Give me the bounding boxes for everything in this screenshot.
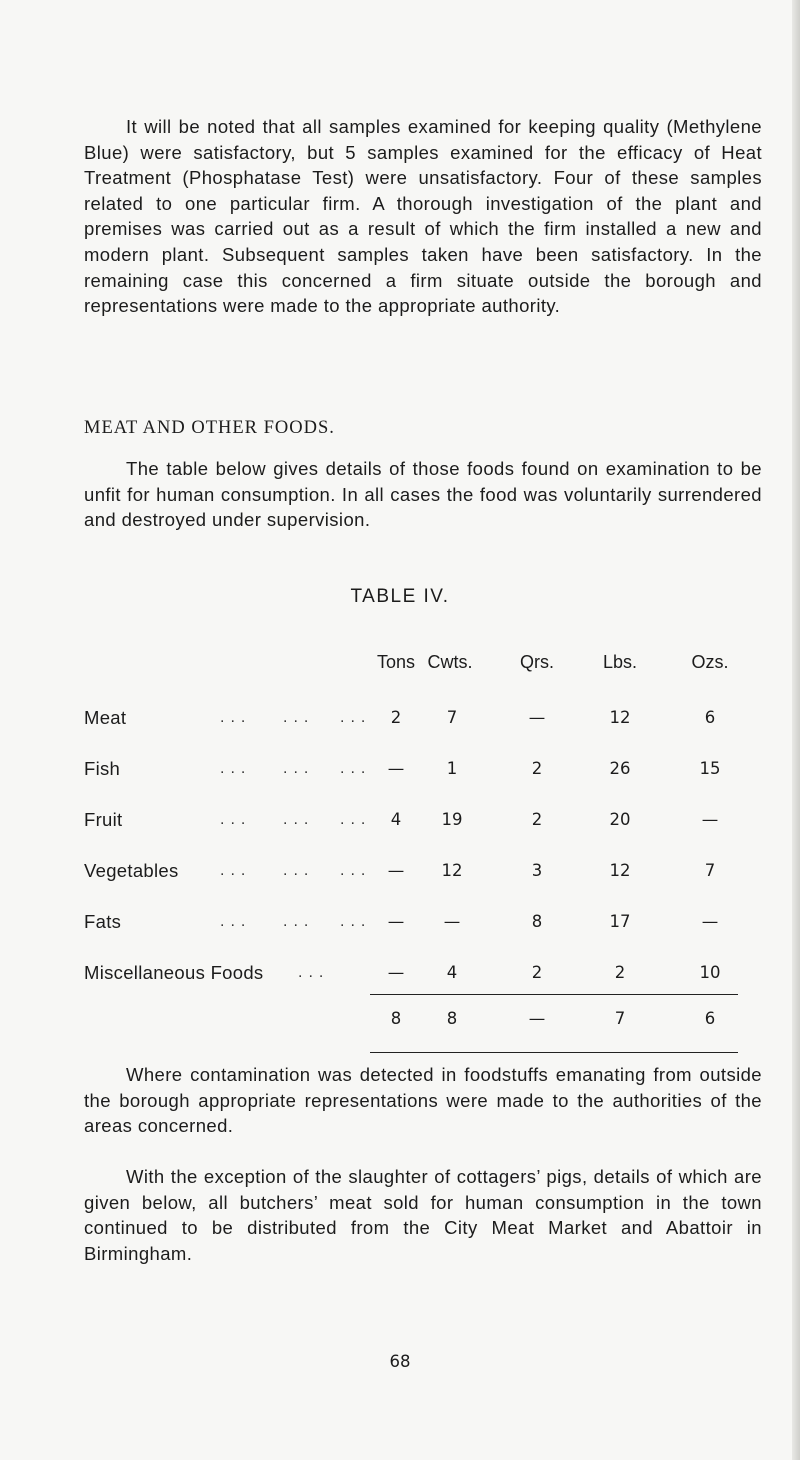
table-cell: 4 — [390, 810, 402, 829]
paragraph-milk-samples: It will be noted that all samples examined for keeping quality (Methylene Blue) were satisfactory, but 5 samples examined for the efficacy of Heat Treatment (Phosphatase Test) were unsatisfactory. Four of these samples related to one particular firm. A thorough investigation of the plant and premises was carried out as a result of which the firm installed a new and modern plant. Subsequent samples taken have been satisfactory. In the remaining case this concerned a firm situate outside the borough and representations were made to the appropriate authority. — [84, 116, 762, 317]
leader-dots: ... — [340, 709, 372, 726]
paragraph-table-intro: The table below gives details of those foods found on examination to be unfit for human consumption. In all cases the food was voluntarily surrendered and destroyed under supervision. — [84, 458, 762, 531]
column-header-ozs: Ozs. — [691, 652, 729, 672]
table-cell: — — [387, 759, 405, 778]
table-cell: 15 — [699, 759, 721, 778]
leader-dots: ... — [283, 811, 315, 828]
table-cell: — — [528, 708, 546, 727]
table-cell: 1 — [446, 759, 458, 778]
table-cell: 8 — [531, 912, 543, 931]
leader-dots: ... — [283, 760, 315, 777]
leader-dots: ... — [220, 760, 252, 777]
table-cell: 6 — [704, 708, 716, 727]
table-cell: 26 — [609, 759, 631, 778]
leader-dots: ... — [220, 913, 252, 930]
column-header-lbs: Lbs. — [602, 652, 638, 672]
column-header-cwts: Cwts. — [427, 652, 473, 672]
leader-dots: ... — [220, 709, 252, 726]
leader-dots: ... — [340, 760, 372, 777]
row-label: Fruit — [84, 809, 123, 830]
paragraph-cottagers-pigs: With the exception of the slaughter of cottagers’ pigs, details of which are given below, all butchers’ meat sold for human consumption in the town continued to be distributed from the City Meat Market and Abattoir in Birmingham. — [84, 1166, 762, 1264]
table-cell: 12 — [441, 861, 463, 880]
column-header-tons: Tons — [376, 652, 416, 672]
table-cell: — — [443, 912, 461, 931]
table-cell: 12 — [609, 708, 631, 727]
table-cell: 7 — [446, 708, 458, 727]
leader-dots: ... — [220, 811, 252, 828]
table-cell: 19 — [441, 810, 463, 829]
table-cell: — — [701, 912, 719, 931]
table-title: TABLE IV. — [350, 586, 450, 607]
total-cell: 8 — [446, 1009, 458, 1028]
paragraph-contamination: Where contamination was detected in foodstuffs emanating from outside the borough appropriate representations were made to the authorities of the areas concerned. — [84, 1064, 762, 1137]
table-cell: 2 — [531, 963, 543, 982]
leader-dots: ... — [298, 964, 330, 981]
table-cell: 2 — [531, 759, 543, 778]
column-header-qrs: Qrs. — [520, 652, 554, 672]
table-cell: 2 — [531, 810, 543, 829]
total-rule-top — [370, 994, 738, 995]
table-cell: 4 — [446, 963, 458, 982]
row-label: Vegetables — [84, 860, 179, 881]
table-cell: 2 — [614, 963, 626, 982]
table-cell: 17 — [609, 912, 631, 931]
leader-dots: ... — [340, 862, 372, 879]
table-cell: — — [701, 810, 719, 829]
table-cell: 3 — [531, 861, 543, 880]
table-cell: — — [387, 963, 405, 982]
total-cell: 7 — [614, 1009, 626, 1028]
row-label: Meat — [84, 707, 127, 728]
page-edge — [792, 0, 800, 1460]
table-cell: — — [387, 861, 405, 880]
leader-dots: ... — [340, 913, 372, 930]
leader-dots: ... — [283, 709, 315, 726]
leader-dots: ... — [283, 913, 315, 930]
table-cell: — — [387, 912, 405, 931]
row-label: Fats — [84, 911, 122, 932]
total-cell: 8 — [390, 1009, 402, 1028]
total-cell: 6 — [704, 1009, 716, 1028]
table-cell: 20 — [609, 810, 631, 829]
page-number: 68 — [389, 1352, 411, 1371]
table-cell: 12 — [609, 861, 631, 880]
table-cell: 10 — [699, 963, 721, 982]
row-label: Fish — [84, 758, 121, 779]
leader-dots: ... — [220, 862, 252, 879]
leader-dots: ... — [340, 811, 372, 828]
section-heading: MEAT AND OTHER FOODS. — [84, 418, 335, 438]
total-rule-bottom — [370, 1052, 738, 1053]
row-label: Miscellaneous Foods — [84, 962, 264, 983]
table-cell: 2 — [390, 708, 402, 727]
table-cell: 7 — [704, 861, 716, 880]
leader-dots: ... — [283, 862, 315, 879]
total-cell: — — [528, 1009, 546, 1028]
